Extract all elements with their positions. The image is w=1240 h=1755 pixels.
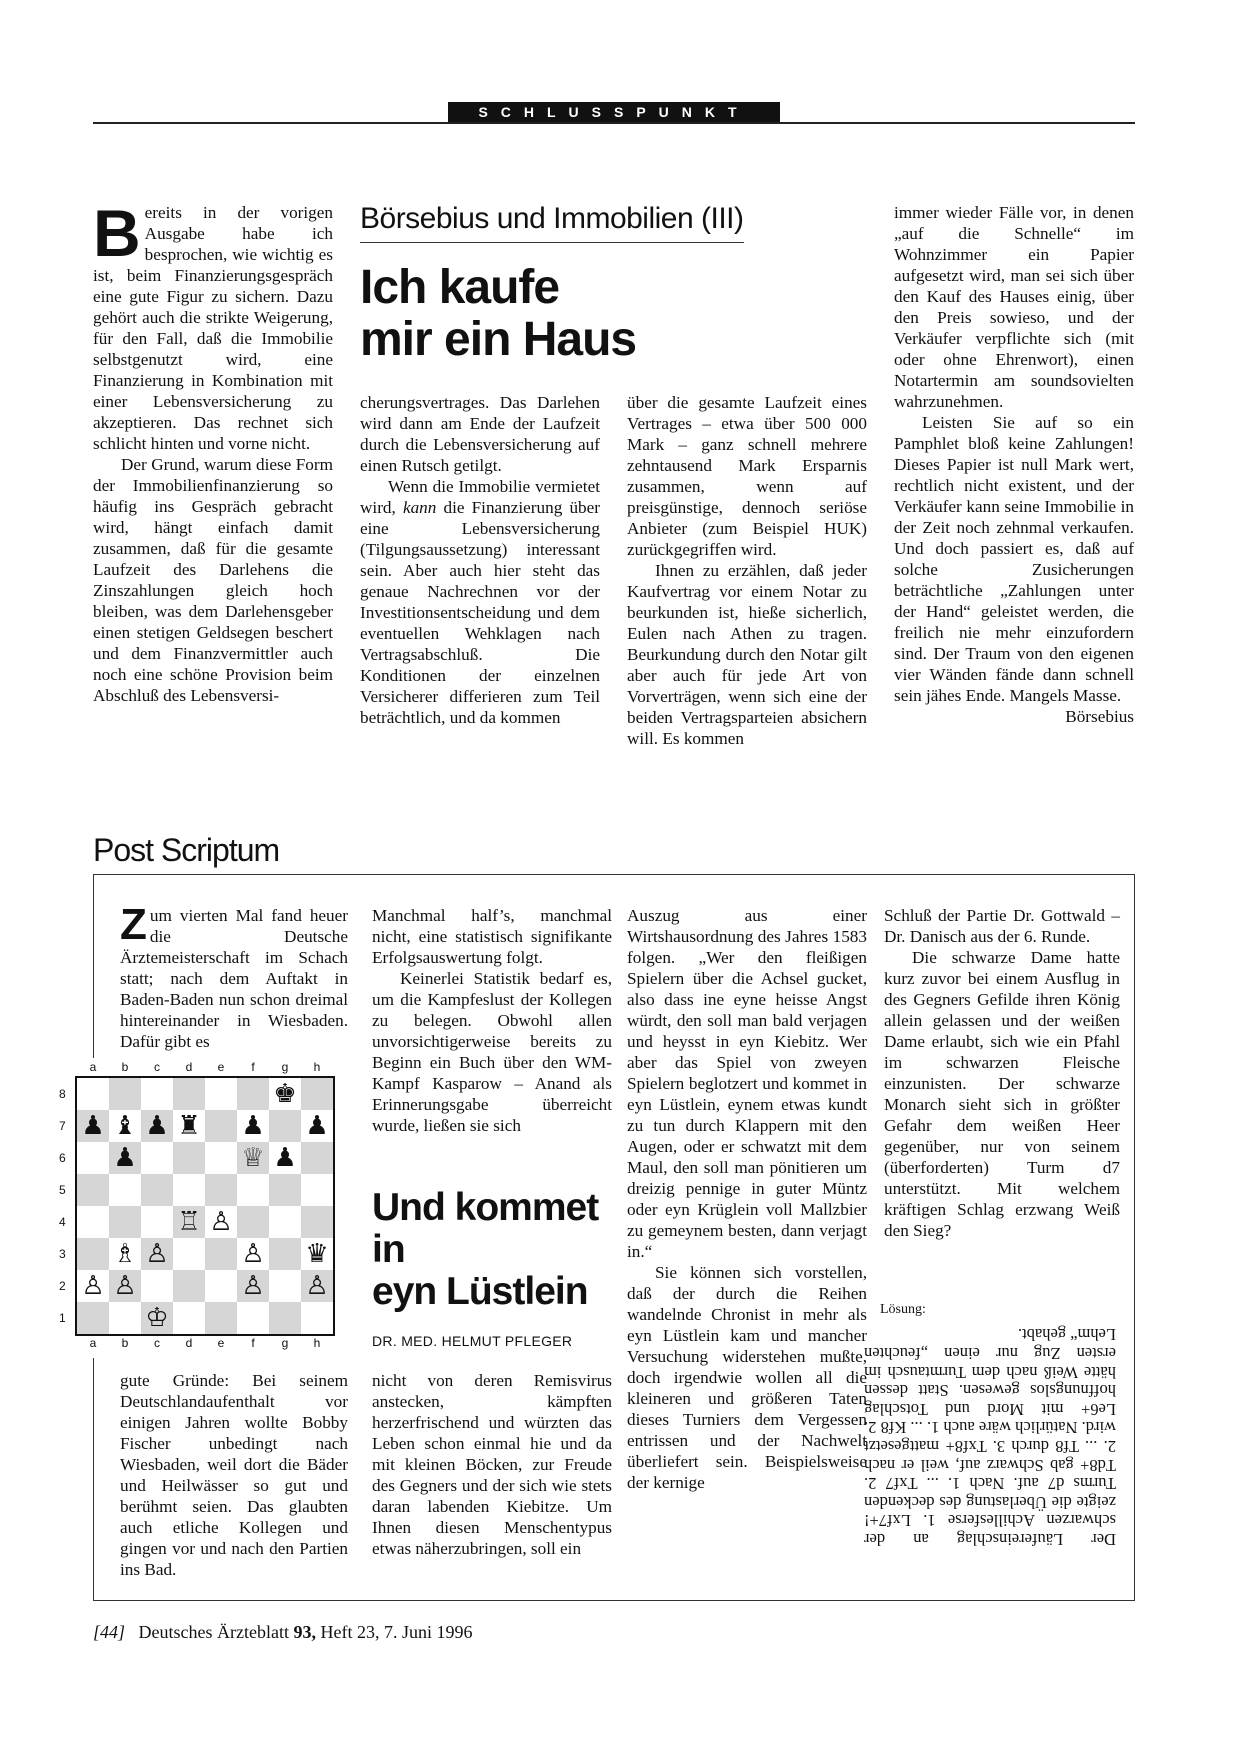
ps-paragraph: Keinerlei Statistik bedarf es, um die Kampfeslust der Kollegen zu belegen. Obwohl allen unvorsichtigerweise bereits zu Beginn ein Buch über den WM-Kampf Kasparow – Anand als Erinnerungsgabe überreicht wurde, ließen sie sich — [372, 969, 612, 1135]
journal-name: Deutsches Ärzteblatt — [138, 1622, 289, 1642]
square-e6 — [205, 1142, 237, 1174]
square-b6: ♟ — [109, 1142, 141, 1174]
square-c8 — [141, 1078, 173, 1110]
solution-label: Lösung: — [880, 1302, 926, 1317]
file-label: c — [154, 1336, 160, 1350]
postscriptum-title: Post Scriptum — [93, 832, 280, 868]
square-h7: ♟ — [301, 1110, 333, 1142]
article-paragraph: immer wieder Fälle vor, in denen „auf die Schnelle“ im Wohnzimmer ein Papier aufgesetzt wird, man sei sich über den Kauf des Hauses einig, über den Preis sowieso, und der Verkäufer verpflichte sich (mit oder ohne Ehrenwort), einen Notartermin am soundsovielten wahrzunehmen. — [894, 203, 1134, 411]
file-labels-bottom — [77, 1336, 333, 1350]
square-g5 — [269, 1174, 301, 1206]
square-h5 — [301, 1174, 333, 1206]
square-c6 — [141, 1142, 173, 1174]
volume-number: 93, — [293, 1622, 316, 1642]
square-b5 — [109, 1174, 141, 1206]
header-rule — [93, 122, 1135, 124]
file-label: h — [313, 1060, 321, 1074]
headline-line: Und kommet — [372, 1186, 599, 1229]
square-a6 — [77, 1142, 109, 1174]
square-g7 — [269, 1110, 301, 1142]
file-label: d — [185, 1060, 193, 1074]
rank-label: 1 — [59, 1311, 66, 1325]
text-run: die Finanzierung über eine Lebensversicherung (Tilgungsaussetzung) interessant sein. Aber auch hier steht das genaue Nachrechnen vor der Investitionsentscheidung und dem eventuellen Wehklagen nach Vertragsabschluß. Die Konditionen der einzelnen Versicherer differieren zum Teil beträchtlich, und da kommen — [360, 498, 600, 727]
square-a2: ♙ — [77, 1270, 109, 1302]
file-label: d — [185, 1336, 193, 1350]
square-b8 — [109, 1078, 141, 1110]
ps-column-2-top — [372, 905, 612, 1136]
ps-paragraph: Schluß der Partie Dr. Gottwald – Dr. Danisch aus der 6. Runde. — [884, 906, 1120, 946]
file-label: a — [89, 1336, 97, 1350]
square-a7: ♟ — [77, 1110, 109, 1142]
page-number: [44] — [93, 1622, 126, 1642]
article-column-4 — [894, 202, 1134, 727]
text-run: Leisten Sie auf so ein Pamphlet bloß keine Zahlungen! Dieses Papier ist null Mark wert, rechtlich nicht existent, und der Verkäufer kann seine Immobilie in der Zeit noch zehnmal verkaufen. Und doch passiert es, daß auf solche Zusicherungen beträchtliche „Zahlungen unter der Hand“ geleistet werden, die freilich nie mehr einzufordern sind. Der Traum von den eigenen vier Wänden fände dann schnell sein jähes Ende. Mangels Masse. — [894, 413, 1134, 705]
square-c7: ♟ — [141, 1110, 173, 1142]
ps-paragraph: nicht von deren Remisvirus anstecken, kämpften herzerfrischend und würzten das Leben schon einmal hie und da mit kleinen Böcken, zur Freude des Gegners und der sich wie stets daran labenden Kiebitze. Um Ihnen diesen Menschentypus etwas näherzubringen, soll ein — [372, 1371, 612, 1558]
ps-column-2-bottom — [372, 1370, 612, 1559]
rank-label: 6 — [59, 1151, 66, 1165]
rank-label: 8 — [59, 1087, 66, 1101]
square-h6 — [301, 1142, 333, 1174]
file-label: b — [121, 1336, 129, 1350]
article-paragraph: Der Grund, warum diese Form der Immobilienfinanzierung so häufig ins Gespräch gebracht wird, hängt einfach damit zusammen, daß für die gesamte Laufzeit des Darlehens die Zinszahlungen gleich hoch bleiben, was dem Darlehensgeber einen stetigen Geldsegen beschert und dem Finanzvermittler auch noch eine schöne Provision beim Abschluß des Lebensversi- — [93, 455, 333, 705]
ps-headline — [372, 1187, 612, 1313]
square-f5 — [237, 1174, 269, 1206]
square-d3 — [173, 1238, 205, 1270]
rank-label: 3 — [59, 1247, 66, 1261]
square-g2 — [269, 1270, 301, 1302]
square-a3 — [77, 1238, 109, 1270]
file-label: g — [281, 1336, 289, 1350]
ps-column-3 — [627, 905, 867, 1493]
file-label: f — [251, 1336, 255, 1350]
square-d8 — [173, 1078, 205, 1110]
square-h3: ♛ — [301, 1238, 333, 1270]
file-label: b — [121, 1060, 129, 1074]
square-d4: ♖ — [173, 1206, 205, 1238]
file-label: g — [281, 1060, 289, 1074]
article-headline — [360, 262, 744, 366]
headline-line: eyn Lüstlein — [372, 1270, 588, 1313]
ps-paragraph: Auszug aus einer Wirtshausordnung des Jahres 1583 folgen. „Wer den fleißigen Spielern über die Achsel gucket, also dass ine eyne heisse Angst würdt, den soll man bald verjagen und heysst in eyn Kiebitz. Wer aber das Spiel von zweyen Spielern beglotzert und kommet in eyn Lüstlein, eynem etwas kundt zu tun durch Klappern mit den Augen, oder er schwatzt mit dem Maul, den soll man pönitieren um dreizig pennige in guter Müntz oder eyn Krüglein voll Mallzbier zu gemeynem besten, dann verjagt in.“ — [627, 906, 867, 1261]
square-g1 — [269, 1302, 301, 1334]
square-g6: ♟ — [269, 1142, 301, 1174]
square-c1: ♔ — [141, 1302, 173, 1334]
article-paragraph — [360, 476, 600, 728]
file-labels-top — [77, 1060, 333, 1074]
ps-paragraph: gute Gründe: Bei seinem Deutschlandaufenthalt vor einigen Jahren wollte Bobby Fischer unbedingt nach Wiesbaden, weil dort die Bäder und Heilwässer so gut und berühmt seien. Das glaubten auch etliche Kollegen und gingen vor und nach den Partien ins Bad. — [120, 1371, 348, 1579]
square-d5 — [173, 1174, 205, 1206]
rank-label: 5 — [59, 1183, 66, 1197]
chess-board — [75, 1076, 335, 1336]
article-column-1 — [93, 196, 333, 706]
square-b1 — [109, 1302, 141, 1334]
file-label: f — [251, 1060, 255, 1074]
square-a5 — [77, 1174, 109, 1206]
article-paragraph: über die gesamte Laufzeit eines Vertrages – etwa über 500 000 Mark – ganz schnell mehrere zehntausend Mark Ersparnis zusammen, wenn auf preisgünstige, dennoch seriöse Anbieter (zum Beispiel HUK) zurückgegriffen wird. — [627, 393, 867, 559]
drop-cap: B — [93, 196, 141, 270]
headline-line: Ich kaufe — [360, 261, 560, 314]
issue-info: Heft 23, 7. Juni 1996 — [320, 1622, 473, 1642]
headline-line: in — [372, 1228, 405, 1271]
ps-column-1-bottom — [120, 1370, 348, 1580]
article-column-2 — [360, 392, 600, 728]
emphasis: kann — [402, 498, 437, 517]
ps-column-4 — [884, 905, 1120, 1241]
article-kicker: Börsebius und Immobilien (III) — [360, 202, 744, 243]
file-label: e — [217, 1336, 225, 1350]
square-f4 — [237, 1206, 269, 1238]
square-g3 — [269, 1238, 301, 1270]
article-paragraph: Ihnen zu erzählen, daß jeder Kaufvertrag vor einem Notar zu beurkunden ist, hieße sicherlich, Eulen nach Athen zu tragen. Beurkundung durch den Notar gilt aber auch für jede Art von Vorverträgen, wenn sich eine der beiden Vertragsparteien absichern will. Es kommen — [627, 561, 867, 748]
square-a8 — [77, 1078, 109, 1110]
ps-column-1-top — [120, 900, 348, 1052]
file-label: e — [217, 1060, 225, 1074]
square-e2 — [205, 1270, 237, 1302]
page-footer — [93, 1622, 472, 1643]
article-paragraph: ereits in der vorigen Ausgabe habe ich besprochen, wie wichtig es ist, beim Finanzierungsgespräch eine gute Figur zu sichern. Dazu gehört auch die strikte Weigerung, für den Fall, daß die Immobilie selbstgenutzt wird, eine Finanzierung in Kombination mit einer Lebensversicherung zu akzeptieren. Das rechnet sich schlicht hinten und vorne nicht. — [93, 203, 333, 453]
file-label: c — [154, 1060, 160, 1074]
square-c2 — [141, 1270, 173, 1302]
square-d6 — [173, 1142, 205, 1174]
square-b3: ♗ — [109, 1238, 141, 1270]
square-h4 — [301, 1206, 333, 1238]
square-f7: ♟ — [237, 1110, 269, 1142]
square-d2 — [173, 1270, 205, 1302]
square-c4 — [141, 1206, 173, 1238]
square-h8 — [301, 1078, 333, 1110]
square-d7: ♜ — [173, 1110, 205, 1142]
chess-diagram — [55, 1058, 345, 1358]
square-g4 — [269, 1206, 301, 1238]
square-e1 — [205, 1302, 237, 1334]
file-label: a — [89, 1060, 97, 1074]
section-banner: SCHLUSSPUNKT — [448, 102, 780, 122]
byline: DR. MED. HELMUT PFLEGER — [372, 1333, 573, 1349]
square-e8 — [205, 1078, 237, 1110]
drop-cap: Z — [120, 900, 147, 949]
article-paragraph — [894, 412, 1134, 726]
ps-paragraph: Die schwarze Dame hatte kurz zuvor bei einem Ausflug in des Gegners Gefilde ihren König allein gelassen und der weißen Dame erlaubt, sich wie ein Pfahl im schwarzen Fleische einzunisten. Der schwarze Monarch sieht sich in größter Gefahr dem weißen Heer gegenüber, nur von seinem (überforderten) Turm d7 unterstützt. Mit welchem kräftigen Schlag erzwang Weiß den Sieg? — [884, 948, 1120, 1240]
square-h1 — [301, 1302, 333, 1334]
square-f6: ♕ — [237, 1142, 269, 1174]
ps-paragraph: um vierten Mal fand heuer die Deutsche Ärztemeisterschaft im Schach statt; nach dem Auftakt in Baden-Baden nun schon dreimal hintereinander in Wiesbaden. Dafür gibt es — [120, 906, 348, 1051]
square-e3 — [205, 1238, 237, 1270]
file-label: h — [313, 1336, 321, 1350]
square-c3: ♙ — [141, 1238, 173, 1270]
headline-line: mir ein Haus — [360, 313, 637, 366]
ps-paragraph: Sie können sich vorstellen, daß der durch die Reihen wandelnde Chronist in mehr als eyn Lüstlein kam und mancher Versuchung widerstehen mußte, doch irgendwie wollen all die kleineren und größeren Taten dieses Turniers dem Vergessen entrissen und der Nachwelt überliefert sein. Beispielsweise der kernige — [627, 1263, 867, 1492]
article-column-3 — [627, 392, 867, 749]
square-e4: ♙ — [205, 1206, 237, 1238]
square-f8 — [237, 1078, 269, 1110]
author-signature: Börsebius — [1065, 707, 1134, 726]
square-g8: ♚ — [269, 1078, 301, 1110]
square-b7: ♝ — [109, 1110, 141, 1142]
square-h2: ♙ — [301, 1270, 333, 1302]
rank-label: 4 — [59, 1215, 66, 1229]
square-a1 — [77, 1302, 109, 1334]
ps-paragraph: Manchmal half’s, manchmal nicht, eine statistisch signifikante Erfolgsauswertung folgt. — [372, 906, 612, 967]
square-e7 — [205, 1110, 237, 1142]
rank-labels — [59, 1078, 73, 1334]
article-paragraph: cherungsvertrages. Das Darlehen wird dann am Ende der Laufzeit durch die Lebensversicherung auf einen Rutsch getilgt. — [360, 393, 600, 475]
square-f3: ♙ — [237, 1238, 269, 1270]
solution-text-upside-down: Der Läufereinschlag an der schwarzen Achillesferse 1. Lxf7+! zeigte die Überlastung des deckenden Turms d7 auf. Nach 1. ... Txf7 2. Td8+ gab Schwarz auf, weil er nach 2. ... Tf8 durch 3. Txf8+ mattgesetzt wird. Natürlich wäre auch 1. ... Kf8 2. Le6+ mit Mord und Totschlag hoffnungslos gewesen. Statt dessen hätte Weiß nach dem Turmtausch im ersten Zug nur einen „feuchten Lehm“ gehabt. — [864, 1325, 1116, 1550]
square-d1 — [173, 1302, 205, 1334]
square-b4 — [109, 1206, 141, 1238]
rank-label: 7 — [59, 1119, 66, 1133]
square-c5 — [141, 1174, 173, 1206]
square-a4 — [77, 1206, 109, 1238]
square-f1 — [237, 1302, 269, 1334]
square-e5 — [205, 1174, 237, 1206]
square-f2: ♙ — [237, 1270, 269, 1302]
text-run: Wenn die Immobilie vermietet wird, — [360, 477, 600, 517]
square-b2: ♙ — [109, 1270, 141, 1302]
rank-label: 2 — [59, 1279, 66, 1293]
